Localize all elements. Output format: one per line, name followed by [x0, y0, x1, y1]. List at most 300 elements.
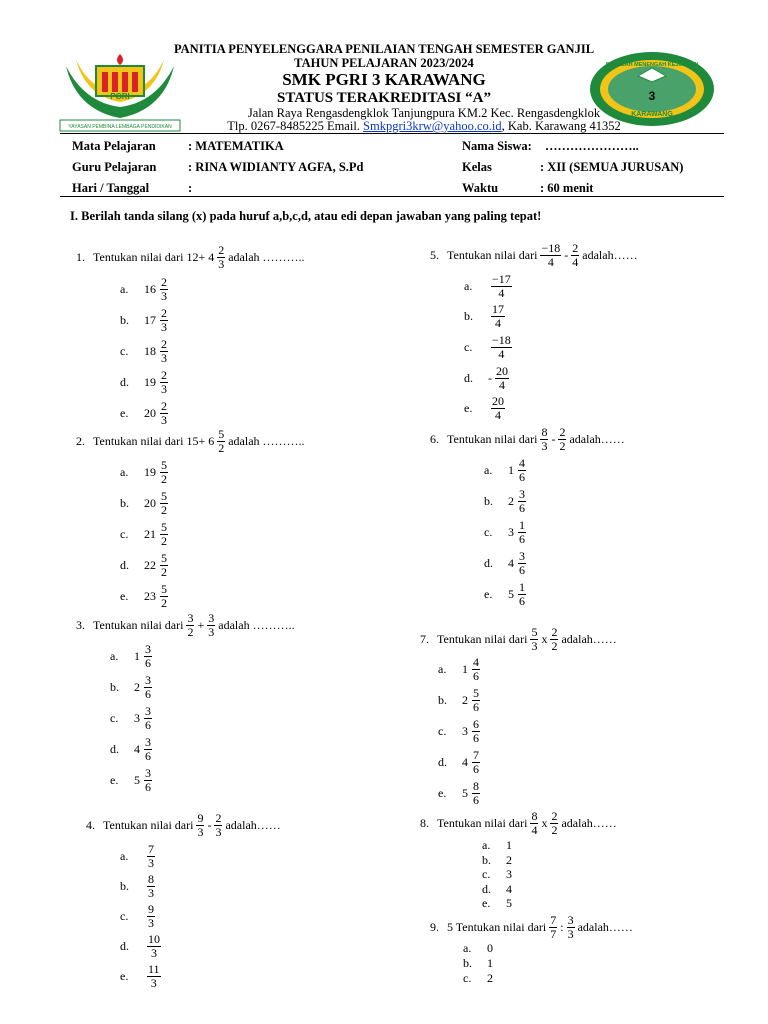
- option-fraction: [518, 519, 526, 546]
- option-8b[interactable]: [482, 853, 512, 868]
- question-8: [420, 810, 617, 837]
- kelas-label: Kelas: [462, 160, 492, 174]
- option-letter: a.: [110, 649, 119, 663]
- option-letter: b.: [110, 680, 119, 694]
- numerator: 10: [148, 932, 160, 946]
- option-fraction: [147, 933, 161, 960]
- question-9: [430, 914, 633, 941]
- option-4e[interactable]: [120, 963, 164, 990]
- option-4c[interactable]: [120, 903, 158, 930]
- numerator: 4: [473, 655, 479, 669]
- option-fraction: [160, 369, 168, 396]
- numerator: 3: [145, 704, 151, 718]
- question-suffix: adalah……: [561, 816, 617, 830]
- denominator: 6: [519, 501, 525, 515]
- question-number: 5.: [430, 248, 439, 262]
- option-letter: b.: [463, 956, 472, 970]
- question-suffix: adalah ………..: [218, 618, 295, 632]
- option-value: 3: [506, 867, 512, 881]
- denominator: 7: [550, 927, 557, 941]
- denominator: 3: [148, 916, 154, 930]
- denominator: 6: [473, 793, 479, 807]
- option-fraction: [147, 843, 155, 870]
- option-value: 5: [506, 896, 512, 910]
- denominator: 4: [572, 255, 579, 269]
- denominator: 6: [145, 687, 151, 701]
- option-fraction: [160, 552, 168, 579]
- denominator: 6: [145, 718, 151, 732]
- option-9a[interactable]: [463, 941, 493, 956]
- fraction: [550, 810, 558, 837]
- option-fraction: [160, 307, 168, 334]
- denominator: 3: [161, 413, 167, 427]
- denominator: 3: [161, 289, 167, 303]
- option-2b[interactable]: [120, 490, 171, 517]
- option-7b[interactable]: [438, 687, 483, 714]
- numerator: 7: [550, 913, 557, 927]
- denominator: 2: [161, 596, 167, 610]
- denominator: 2: [551, 639, 558, 653]
- option-whole: 4: [508, 556, 514, 570]
- numerator: 9: [148, 902, 154, 916]
- option-fraction: [491, 395, 505, 422]
- numerator: 2: [218, 243, 225, 257]
- question-suffix: adalah……: [577, 920, 633, 934]
- option-whole: 16: [144, 282, 156, 296]
- numerator: 2: [161, 368, 167, 382]
- option-fraction: [472, 687, 480, 714]
- operator: x: [541, 816, 548, 830]
- question-text: Tentukan nilai dari 15+ 6: [93, 434, 215, 448]
- option-fraction: [160, 338, 168, 365]
- option-7c[interactable]: [438, 718, 483, 745]
- fraction: [207, 612, 215, 639]
- denominator: 3: [567, 927, 574, 941]
- question-7: [420, 626, 617, 653]
- option-fraction: [518, 550, 526, 577]
- option-whole: 5: [462, 786, 468, 800]
- option-whole: 3: [134, 711, 140, 725]
- question-text: Tentukan nilai dari: [447, 432, 538, 446]
- guru-label: Guru Pelajaran: [72, 160, 157, 174]
- denominator: 6: [519, 532, 525, 546]
- option-letter: c.: [463, 971, 472, 985]
- option-letter: b.: [464, 309, 473, 323]
- numerator: 2: [161, 306, 167, 320]
- operator: x: [541, 632, 548, 646]
- question-1: [76, 244, 305, 271]
- numerator: 3: [145, 642, 151, 656]
- numerator: 5: [473, 686, 479, 700]
- option-4b[interactable]: [120, 873, 158, 900]
- operator: -: [207, 818, 212, 832]
- option-5a[interactable]: [464, 273, 515, 300]
- denominator: 3: [161, 351, 167, 365]
- option-whole: 1: [508, 463, 514, 477]
- numerator: 9: [197, 811, 204, 825]
- option-whole: 5: [134, 773, 140, 787]
- numerator: 8: [473, 779, 479, 793]
- denominator: 3: [197, 825, 204, 839]
- question-number: 2.: [76, 434, 85, 448]
- denominator: 6: [145, 656, 151, 670]
- numerator: −17: [492, 272, 511, 286]
- option-3c[interactable]: [110, 705, 155, 732]
- option-fraction: [144, 643, 152, 670]
- question-text: Tentukan nilai dari: [103, 818, 194, 832]
- question-number: 8.: [420, 816, 429, 830]
- denominator: 2: [559, 439, 566, 453]
- option-whole: 2: [508, 494, 514, 508]
- option-fraction: [160, 400, 168, 427]
- numerator: 2: [161, 275, 167, 289]
- option-2d[interactable]: [120, 552, 171, 579]
- option-letter: d.: [120, 375, 129, 389]
- option-whole: 19: [144, 375, 156, 389]
- denominator: 2: [161, 472, 167, 486]
- numerator: 8: [148, 872, 154, 886]
- option-letter: d.: [464, 371, 473, 385]
- numerator: 5: [161, 551, 167, 565]
- option-letter: b.: [120, 879, 129, 893]
- option-fraction: [495, 365, 509, 392]
- option-letter: d.: [110, 742, 119, 756]
- numerator: 2: [572, 241, 579, 255]
- numerator: 3: [208, 611, 215, 625]
- option-letter: a.: [120, 465, 129, 479]
- option-6e[interactable]: [484, 581, 529, 608]
- option-letter: b.: [484, 494, 493, 508]
- denominator: 4: [495, 316, 501, 330]
- question-3: [76, 612, 295, 639]
- fraction: [549, 914, 557, 941]
- fraction: [567, 914, 575, 941]
- school-address: Jalan Raya Rengasdengklok Tanjungpura KM.2 Kec. Rengasdengklok: [247, 106, 601, 120]
- option-letter: a.: [120, 282, 129, 296]
- numerator: 2: [559, 425, 566, 439]
- logo-smk-ring: SEKOLAH MENENGAH KEJURUAN: [605, 62, 699, 68]
- option-fraction: [160, 459, 168, 486]
- numerator: 5: [161, 520, 167, 534]
- fraction: [196, 812, 204, 839]
- option-letter: b.: [120, 496, 129, 510]
- mapel-value: : MATEMATIKA: [188, 139, 284, 153]
- denominator: 4: [531, 823, 538, 837]
- contact-phone: Tlp. 0267-8485225 Email.: [227, 119, 364, 133]
- fraction: [540, 426, 548, 453]
- option-letter: d.: [482, 882, 491, 896]
- option-6c[interactable]: [484, 519, 529, 546]
- option-fraction: [518, 488, 526, 515]
- numerator: 20: [496, 364, 508, 378]
- option-whole: 1: [134, 649, 140, 663]
- numerator: 5: [531, 625, 538, 639]
- denominator: 3: [148, 856, 154, 870]
- denominator: 4: [499, 378, 505, 392]
- numerator: 6: [473, 717, 479, 731]
- fraction: [540, 242, 561, 269]
- option-7d[interactable]: [438, 749, 483, 776]
- option-letter: d.: [438, 755, 447, 769]
- option-fraction: [518, 581, 526, 608]
- question-number: 4.: [86, 818, 95, 832]
- option-whole: 22: [144, 558, 156, 572]
- option-2c[interactable]: [120, 521, 171, 548]
- waktu-label: Waktu: [462, 181, 499, 195]
- nama-value[interactable]: …………………..: [545, 139, 639, 153]
- option-letter: a.: [484, 463, 493, 477]
- logo-smk-city: KARAWANG: [631, 111, 673, 118]
- denominator: 6: [145, 749, 151, 763]
- option-1e[interactable]: [120, 400, 171, 427]
- info-rule: [60, 196, 724, 197]
- fraction: [558, 426, 566, 453]
- numerator: 3: [519, 487, 525, 501]
- denominator: 2: [161, 503, 167, 517]
- question-text: Tentukan nilai dari: [93, 618, 184, 632]
- denominator: 3: [150, 976, 157, 990]
- logo-smk-num: 3: [648, 89, 656, 103]
- question-suffix: adalah ………..: [228, 434, 305, 448]
- hari-value: :: [188, 181, 193, 195]
- option-6a[interactable]: [484, 457, 529, 484]
- option-3d[interactable]: [110, 736, 155, 763]
- option-5b[interactable]: [464, 303, 508, 330]
- option-fraction: [147, 963, 161, 990]
- operator: +: [197, 618, 205, 632]
- school-name: SMK PGRI 3 KARAWANG: [282, 70, 486, 89]
- numerator: 3: [145, 735, 151, 749]
- option-6d[interactable]: [484, 550, 529, 577]
- option-letter: e.: [482, 896, 491, 910]
- option-value: 1: [506, 838, 512, 852]
- option-2e[interactable]: [120, 583, 171, 610]
- numerator: 2: [551, 809, 558, 823]
- option-1b[interactable]: [120, 307, 171, 334]
- option-fraction: [160, 521, 168, 548]
- option-7a[interactable]: [438, 656, 483, 683]
- denominator: 2: [218, 441, 225, 455]
- question-text: Tentukan nilai dari: [437, 632, 528, 646]
- option-8c[interactable]: [482, 867, 512, 882]
- option-8e[interactable]: [482, 896, 512, 911]
- option-5e[interactable]: [464, 395, 508, 422]
- numerator: 2: [161, 399, 167, 413]
- denominator: 2: [161, 565, 167, 579]
- option-4a[interactable]: [120, 843, 158, 870]
- option-whole: 2: [462, 693, 468, 707]
- option-8d[interactable]: [482, 882, 512, 897]
- option-whole: 5: [508, 587, 514, 601]
- option-value: 1: [487, 956, 493, 970]
- hari-label: Hari / Tanggal: [72, 181, 150, 195]
- option-2a[interactable]: [120, 459, 171, 486]
- option-fraction: [144, 767, 152, 794]
- numerator: 20: [492, 394, 504, 408]
- numerator: 11: [148, 962, 160, 976]
- denominator: 6: [145, 780, 151, 794]
- option-letter: e.: [120, 406, 129, 420]
- denominator: 6: [519, 470, 525, 484]
- option-fraction: [147, 873, 155, 900]
- option-fraction: [491, 303, 505, 330]
- option-whole: 23: [144, 589, 156, 603]
- numerator: 3: [145, 766, 151, 780]
- numerator: 7: [148, 842, 154, 856]
- numerator: 2: [551, 625, 558, 639]
- option-letter: e.: [110, 773, 119, 787]
- numerator: 8: [531, 809, 538, 823]
- option-letter: a.: [438, 662, 447, 676]
- denominator: 3: [215, 825, 222, 839]
- option-fraction: [472, 749, 480, 776]
- option-letter: e.: [484, 587, 493, 601]
- denominator: 4: [498, 347, 505, 361]
- question-text: Tentukan nilai dari 12+ 4: [93, 250, 215, 264]
- option-letter: b.: [482, 853, 491, 867]
- option-letter: b.: [120, 313, 129, 327]
- pgri-logo: [58, 52, 182, 134]
- option-fraction: [147, 903, 155, 930]
- option-5d[interactable]: [464, 365, 512, 392]
- option-whole: 19: [144, 465, 156, 479]
- option-whole: 2: [134, 680, 140, 694]
- option-letter: a.: [120, 849, 129, 863]
- numerator: 3: [145, 673, 151, 687]
- option-1a[interactable]: [120, 276, 171, 303]
- option-letter: c.: [438, 724, 447, 738]
- question-suffix: adalah ………..: [228, 250, 305, 264]
- denominator: 2: [187, 625, 194, 639]
- option-fraction: [491, 273, 512, 300]
- option-letter: a.: [464, 279, 473, 293]
- option-fraction: [518, 457, 526, 484]
- option-3b[interactable]: [110, 674, 155, 701]
- fraction: [571, 242, 579, 269]
- numerator: 8: [541, 425, 548, 439]
- question-text: 5 Tentukan nilai dari: [447, 920, 547, 934]
- fraction: [550, 626, 558, 653]
- option-letter: d.: [484, 556, 493, 570]
- option-letter: c.: [484, 525, 493, 539]
- option-fraction: [472, 718, 480, 745]
- option-9b[interactable]: [463, 956, 493, 971]
- logo-pgri-ring: YAYASAN PEMBINA LEMBAGA PENDIDIKAN: [68, 124, 172, 130]
- operator: -: [551, 432, 556, 446]
- question-6: [430, 426, 625, 453]
- email-link[interactable]: Smkpgri3krw@yahoo.co.id: [363, 119, 502, 133]
- option-value: 4: [506, 882, 512, 896]
- question-suffix: adalah……: [561, 632, 617, 646]
- option-fraction: [144, 705, 152, 732]
- option-8a[interactable]: [482, 838, 512, 853]
- question-2: [76, 428, 305, 455]
- option-1d[interactable]: [120, 369, 171, 396]
- option-7e[interactable]: [438, 780, 483, 807]
- fraction: [217, 244, 225, 271]
- denominator: 6: [519, 563, 525, 577]
- numerator: 3: [519, 549, 525, 563]
- numerator: −18: [492, 333, 511, 347]
- option-fraction: [160, 276, 168, 303]
- option-value: 2: [506, 853, 512, 867]
- option-letter: b.: [438, 693, 447, 707]
- denominator: 2: [551, 823, 558, 837]
- denominator: 3: [148, 886, 154, 900]
- option-sign: -: [488, 371, 492, 385]
- option-fraction: [144, 674, 152, 701]
- option-9c[interactable]: [463, 971, 493, 986]
- kelas-value: : XII (SEMUA JURUSAN): [540, 160, 684, 174]
- option-letter: e.: [438, 786, 447, 800]
- option-6b[interactable]: [484, 488, 529, 515]
- denominator: 3: [161, 320, 167, 334]
- option-5c[interactable]: [464, 334, 515, 361]
- denominator: 3: [541, 439, 548, 453]
- option-letter: c.: [482, 867, 491, 881]
- numerator: 5: [161, 489, 167, 503]
- option-letter: c.: [120, 344, 129, 358]
- denominator: 4: [498, 286, 505, 300]
- question-number: 7.: [420, 632, 429, 646]
- denominator: 6: [473, 762, 479, 776]
- numerator: 5: [161, 582, 167, 596]
- option-whole: 21: [144, 527, 156, 541]
- option-fraction: [472, 656, 480, 683]
- question-suffix: adalah……: [582, 248, 638, 262]
- numerator: 1: [519, 580, 525, 594]
- numerator: −18: [541, 241, 561, 255]
- fraction: [214, 812, 222, 839]
- numerator: 5: [161, 458, 167, 472]
- operator: :: [560, 920, 564, 934]
- question-5: [430, 242, 638, 269]
- option-1c[interactable]: [120, 338, 171, 365]
- numerator: 1: [519, 518, 525, 532]
- denominator: 4: [547, 255, 554, 269]
- fraction: [186, 612, 194, 639]
- denominator: 2: [161, 534, 167, 548]
- denominator: 3: [151, 946, 157, 960]
- denominator: 3: [208, 625, 215, 639]
- option-letter: e.: [120, 969, 129, 983]
- option-letter: a.: [482, 838, 491, 852]
- option-3e[interactable]: [110, 767, 155, 794]
- option-fraction: [472, 780, 480, 807]
- header-rule: [60, 133, 724, 134]
- option-letter: c.: [120, 527, 129, 541]
- numerator: 2: [161, 337, 167, 351]
- option-whole: 3: [462, 724, 468, 738]
- numerator: 3: [187, 611, 194, 625]
- option-letter: e.: [464, 401, 473, 415]
- option-letter: d.: [120, 558, 129, 572]
- option-letter: c.: [110, 711, 119, 725]
- question-number: 1.: [76, 250, 85, 264]
- option-3a[interactable]: [110, 643, 155, 670]
- option-4d[interactable]: [120, 933, 164, 960]
- option-whole: 3: [508, 525, 514, 539]
- option-fraction: [160, 490, 168, 517]
- denominator: 3: [161, 382, 167, 396]
- header-line1: PANITIA PENYELENGGARA PENILAIAN TENGAH SEMESTER GANJIL: [173, 42, 595, 56]
- numerator: 3: [567, 913, 574, 927]
- option-value: 2: [487, 971, 493, 985]
- denominator: 6: [519, 594, 525, 608]
- denominator: 6: [473, 669, 479, 683]
- option-fraction: [144, 736, 152, 763]
- option-whole: 20: [144, 406, 156, 420]
